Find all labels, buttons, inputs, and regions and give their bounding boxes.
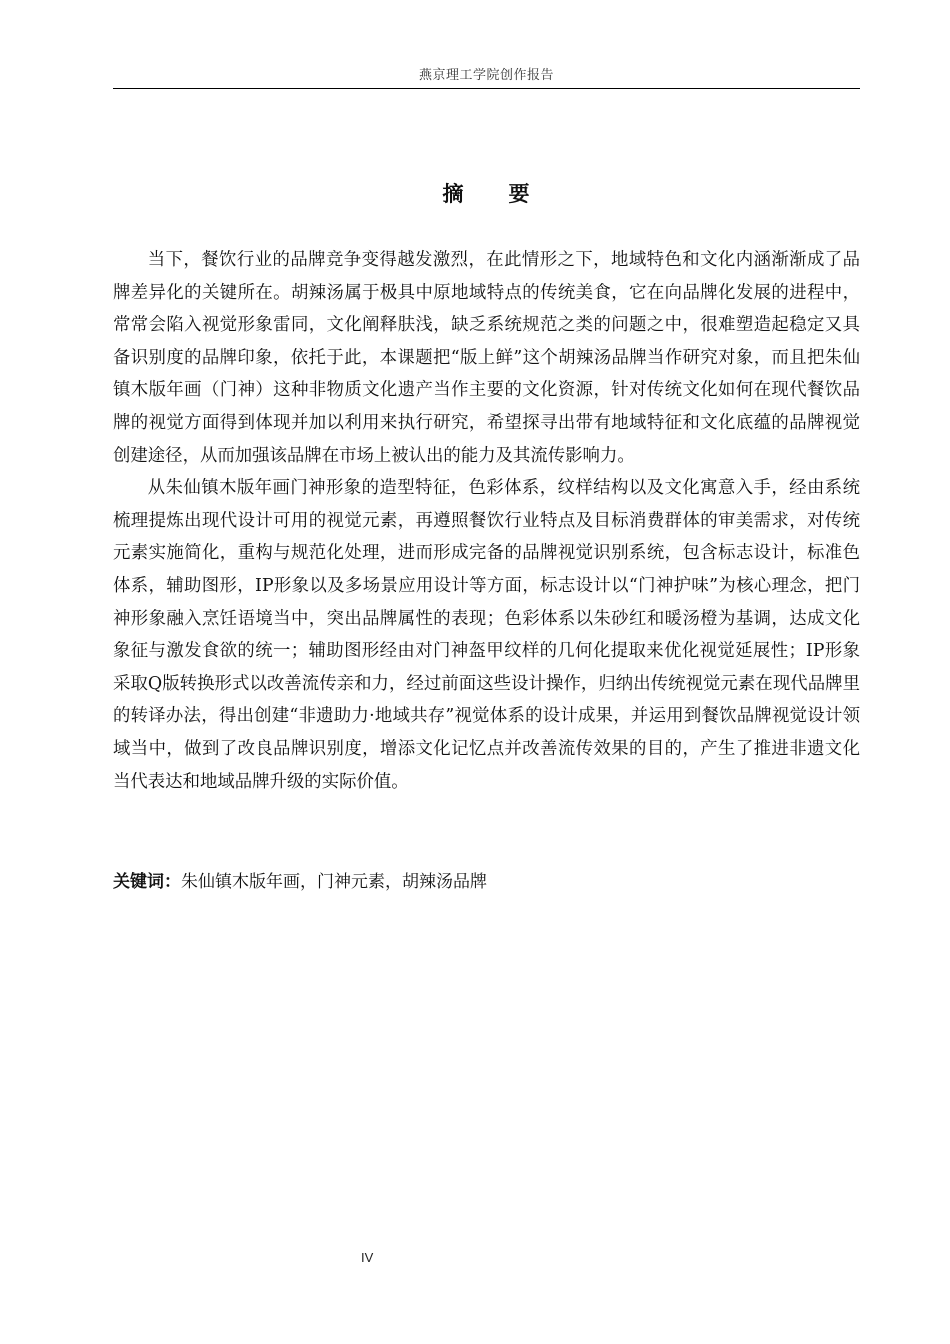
page-header: 燕京理工学院创作报告 <box>418 68 554 83</box>
abstract-paragraph-1: 当下，餐饮行业的品牌竞争变得越发激烈，在此情形之下，地域特色和文化内涵渐渐成了品牌差异化的关键所在。胡辣汤属于极具中原地域特点的传统美食，它在向品牌化发展的进程中，常常会陷入视觉形象雷同，文化阐释肤浅，缺乏系统规范之类的问题之中，很难塑造起稳定又具备识别度的品牌印象，依托于此，本课题把“版上鲜”这个胡辣汤品牌当作研究对象，而且把朱仙镇木版年画（门神）这种非物质文化遗产当作主要的文化资源，针对传统文化如何在现代餐饮品牌的视觉方面得到体现并加以利用来执行研究，希望探寻出带有地域特征和文化底蕴的品牌视觉创建途径，从而加强该品牌在市场上被认出的能力及其流传影响力。 <box>113 250 860 466</box>
abstract-body <box>113 244 860 798</box>
keywords-line <box>113 868 860 896</box>
abstract-title-char-2: 要 <box>508 181 531 206</box>
keywords-label: 关键词： <box>113 872 181 892</box>
abstract-title-char-1: 摘 <box>442 181 465 206</box>
abstract-paragraph-2: 从朱仙镇木版年画门神形象的造型特征，色彩体系，纹样结构以及文化寓意入手，经由系统梳理提炼出现代设计可用的视觉元素，再遵照餐饮行业特点及目标消费群体的审美需求，对传统元素实施简化，重构与规范化处理，进而形成完备的品牌视觉识别系统，包含标志设计，标准色体系，辅助图形，IP形象以及多场景应用设计等方面，标志设计以“门神护味”为核心理念，把门神形象融入烹饪语境当中，突出品牌属性的表现；色彩体系以朱砂红和暖汤橙为基调，达成文化象征与激发食欲的统一；辅助图形经由对门神盔甲纹样的几何化提取来优化视觉延展性；IP形象采取Q版转换形式以改善流传亲和力，经过前面这些设计操作，归纳出传统视觉元素在现代品牌里的转译办法，得出创建“非遗助力·地域共存”视觉体系的设计成果，并运用到餐饮品牌视觉设计领域当中，做到了改良品牌识别度，增添文化记忆点并改善流传效果的目的，产生了推进非遗文化当代表达和地域品牌升级的实际价值。 <box>113 478 860 792</box>
page-number: IV <box>361 1250 374 1265</box>
keywords-text: 朱仙镇木版年画，门神元素，胡辣汤品牌 <box>181 872 487 892</box>
abstract-title <box>113 178 860 208</box>
header-divider <box>113 88 860 89</box>
